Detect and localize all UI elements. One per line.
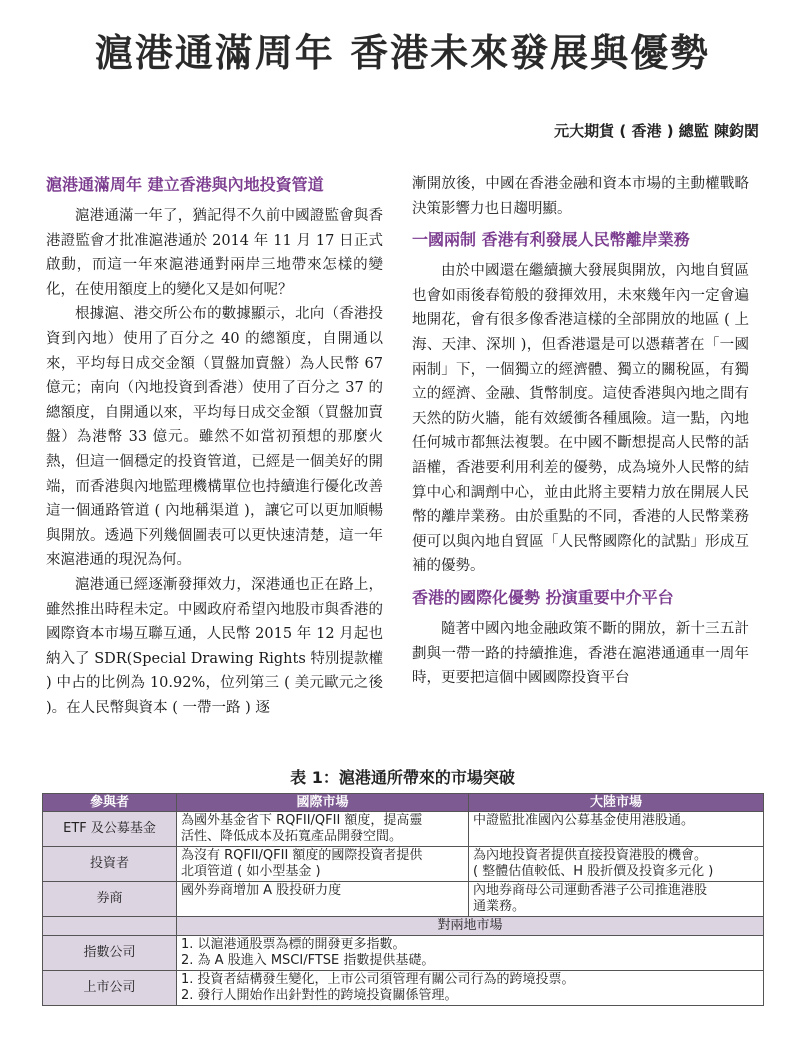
span-header: 對兩地市場	[177, 917, 764, 936]
market-breakthrough-table	[42, 793, 764, 1006]
author-byline: 元大期貨 ( 香港 ) 總監 陳鈞閎	[554, 122, 759, 140]
header-mainland-market: 大陸市場	[469, 794, 764, 812]
table-span-header-row	[43, 917, 764, 936]
cell-line: 內地券商母公司運動香港子公司推進港股	[473, 883, 708, 898]
cell-line: 1. 以滬港通股票為標的開發更多指數。	[181, 937, 406, 952]
cell-line: 國外券商增加 A 股投研力度	[181, 883, 342, 898]
cell-line: 為沒有 RQFII/QFII 額度的國際投資者提供	[181, 848, 423, 863]
cell-line: 通業務。	[473, 899, 526, 914]
paragraph: 由於中國還在繼續擴大發展與開放，內地自貿區也會如雨後春筍般的發揮效用，未來幾年內一定會遍地開花，會有很多像香港這樣的全部開放的地區 ( 上海、天津、深圳 )，但香港還是可以憑藉著在「一國兩制」下，一個獨立的經濟體、獨立的關稅區，有獨立的經濟、金融、貨幣制度。這使香港與內地之間有天然的防火牆，能有效緩衝各種風險。這一點，內地任何城市都無法複製。在中國不斷想提高人民幣的話語權，香港要利用利差的優勢，成為境外人民幣的結算中心和調劑中心，並由此將主要精力放在開展人民幣的離岸業務。由於重點的不同，香港的人民幣業務便可以與內地自貿區「人民幣國際化的試點」形成互補的優勢。	[412, 263, 749, 575]
table-row	[43, 971, 764, 1006]
row-label: ETF 及公募基金	[43, 812, 177, 847]
section-heading-3: 香港的國際化優勢 扮演重要中介平台	[412, 587, 674, 607]
cell-line: 為內地投資者提供直接投資港股的機會。	[473, 848, 708, 863]
intl-cell	[177, 812, 469, 847]
section-heading-2: 一國兩制 香港有利發展人民幣離岸業務	[412, 230, 690, 250]
cell-line: 1. 投資者結構發生變化，上市公司須管理有關公司行為的跨境投票。	[181, 972, 575, 987]
left-column	[46, 172, 383, 720]
mainland-cell	[469, 812, 764, 847]
intl-cell	[177, 882, 469, 917]
cell-line: ( 整體估值較低、H 股折價及投資多元化 )	[473, 864, 714, 879]
cell-line: 2. 為 A 股進入 MSCI/FTSE 指數提供基礎。	[181, 953, 435, 968]
mainland-cell	[469, 847, 764, 882]
cell-line: 2. 發行人開始作出針對性的跨境投資關係管理。	[181, 988, 458, 1003]
paragraph: 隨著中國內地金融政策不斷的開放，新十三五計劃與一帶一路的持續推進，香港在滬港通通車一周年時，更要把這個中國國際投資平台	[412, 620, 749, 687]
mainland-cell	[469, 882, 764, 917]
cell-line: 北項管道 ( 如小型基金 )	[181, 864, 321, 879]
intl-cell	[177, 847, 469, 882]
paragraph: 根據滬、港交所公布的數據顯示，北向（香港投資到內地）使用了百分之 40 的總額度，自開通以來，平均每日成交金額（買盤加賣盤）為人民幣 67 億元；南向（內地投資到香港）使用了百分之 37 的總額度，自開通以來，平均每日成交金額（買盤加賣盤）為港幣 33 億元。雖然不如當初預想的那麼火熱，但這一個穩定的投資管道，已經是一個美好的開端，而香港與內地監理機構單位也持續進行優化改善這一個通路管道 ( 內地稱渠道 )，讓它可以更加順暢與開放。透過下列幾個圖表可以更快速清楚，這一年來滬港通的現況為何。	[46, 306, 383, 569]
right-column	[412, 172, 749, 691]
cell-line: 為國外基金省下 RQFII/QFII 額度，提高靈	[181, 813, 423, 828]
row-label: 指數公司	[43, 936, 177, 971]
row-label: 上市公司	[43, 971, 177, 1006]
table-caption: 表 1：滬港通所帶來的市場突破	[290, 768, 515, 787]
cell-line: 中證監批准國內公募基金使用港股通。	[473, 813, 695, 828]
table-header-row	[43, 794, 764, 812]
cell-line: 活性、降低成本及拓寬產品開發空間。	[181, 829, 403, 844]
table-row	[43, 812, 764, 847]
row-label: 投資者	[43, 847, 177, 882]
row-label: 券商	[43, 882, 177, 917]
paragraph: 滬港通已經逐漸發揮效力，深港通也正在路上，雖然推出時程未定。中國政府希望內地股市與香港的國際資本市場互聯互通，人民幣 2015 年 12 月起也納入了 SDR(Special Drawing Rights 特別提款權 ) 中占的比例為 10.92%，位列第三 ( 美元歐元之後 )。在人民幣與資本 ( 一帶一路 ) 逐	[46, 576, 383, 716]
span-cell	[177, 936, 764, 971]
header-international-market: 國際市場	[177, 794, 469, 812]
span-cell	[177, 971, 764, 1006]
table-row	[43, 847, 764, 882]
article-title: 滬港通滿周年 香港未來發展與優勢	[94, 31, 711, 75]
header-participant: 參與者	[43, 794, 177, 812]
table-row	[43, 936, 764, 971]
paragraph-continued: 漸開放後，中國在香港金融和資本市場的主動權戰略決策影響力也日趨明顯。	[412, 176, 749, 217]
section-heading-1: 滬港通滿周年 建立香港與內地投資管道	[46, 175, 324, 194]
table-row	[43, 882, 764, 917]
paragraph: 滬港通滿一年了，猶記得不久前中國證監會與香港證監會才批准滬港通於 2014 年 11 月 17 日正式啟動，而這一年來滬港通對兩岸三地帶來怎樣的變化，在使用額度上的變化又是如何呢？	[46, 208, 383, 298]
